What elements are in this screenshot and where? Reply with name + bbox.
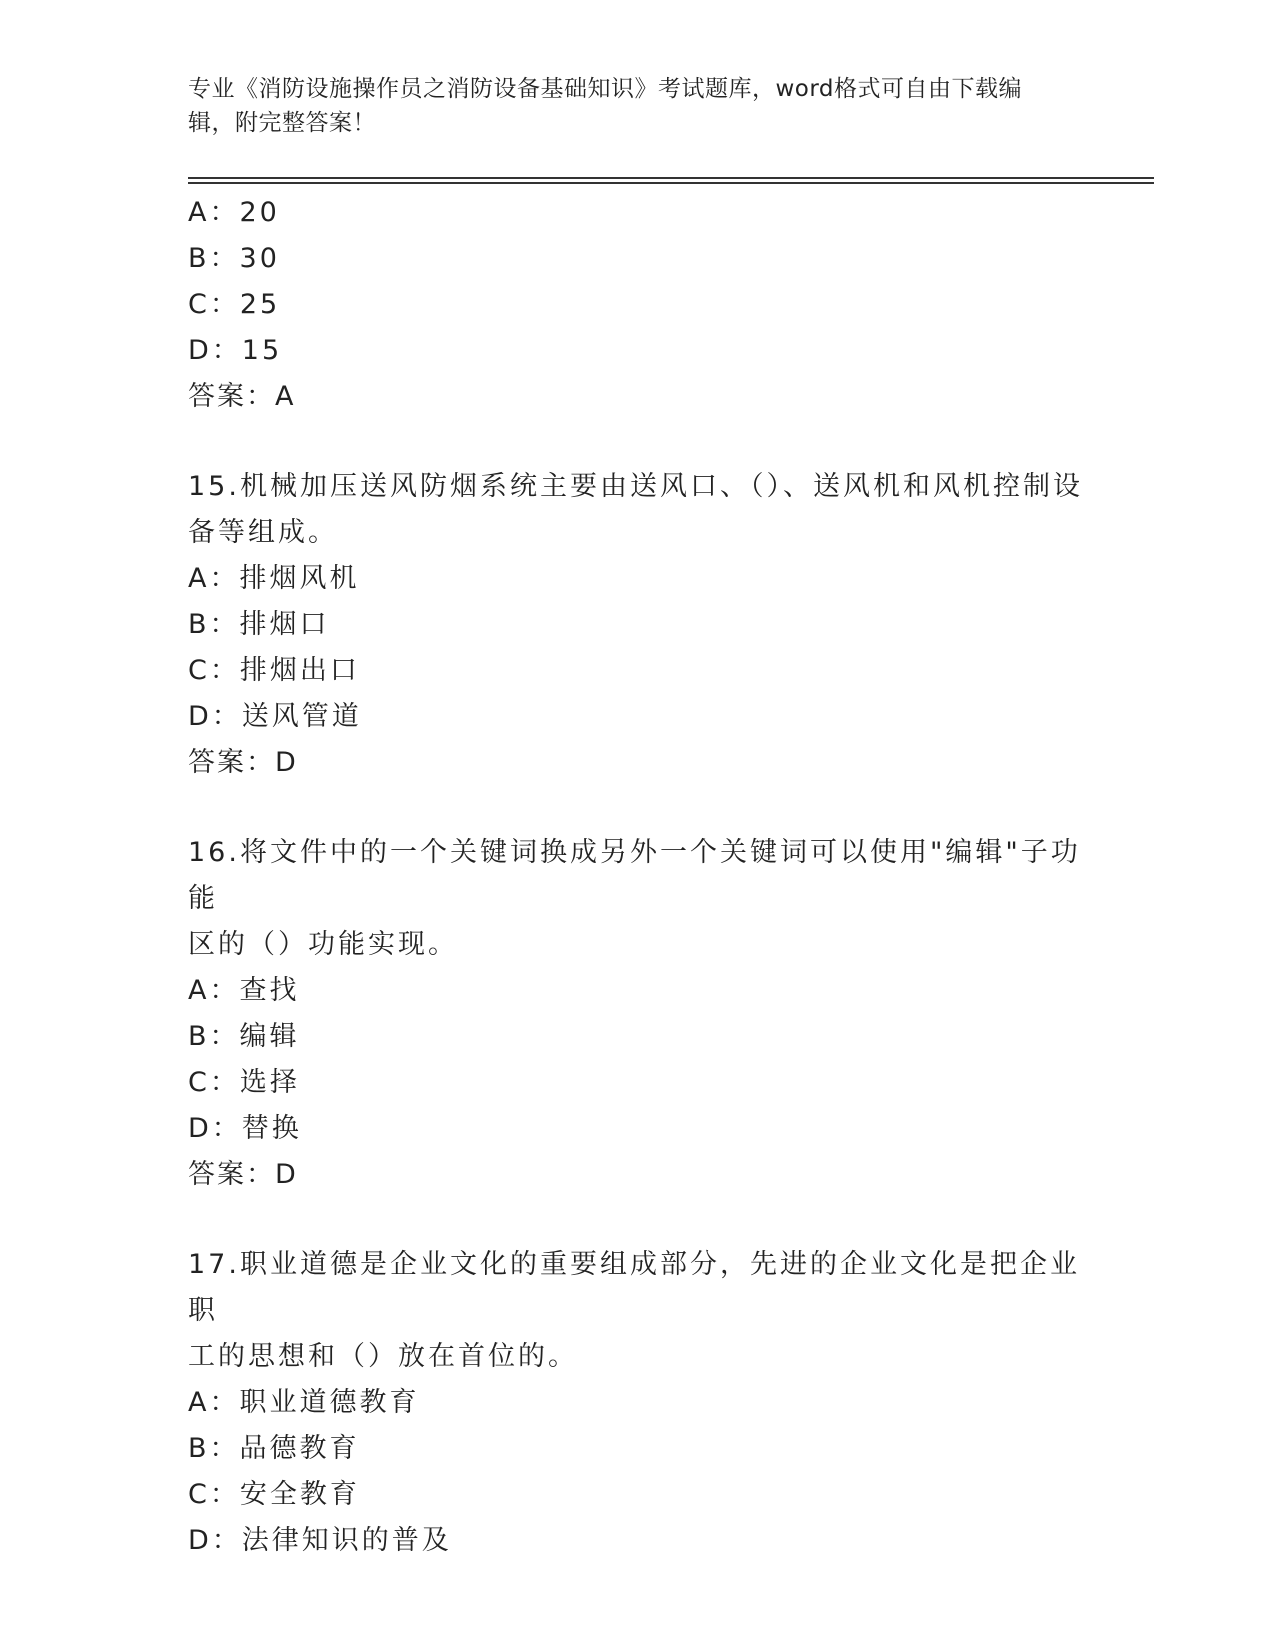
question-17	[188, 1242, 1088, 1564]
option-a: A：查找	[188, 975, 300, 1006]
option-b: B：品德教育	[188, 1433, 360, 1464]
question-14-continued	[188, 190, 1088, 420]
question-16	[188, 830, 1088, 1198]
header-line-1: 专业《消防设施操作员之消防设备基础知识》考试题库，word格式可自由下载编	[188, 76, 1023, 102]
option-a: A：职业道德教育	[188, 1387, 420, 1418]
option-d: D：15	[188, 335, 283, 366]
answer: 答案：D	[188, 747, 298, 778]
question-stem-line: 16.将文件中的一个关键词换成另外一个关键词可以使用"编辑"子功能	[188, 837, 1081, 914]
option-c: C：安全教育	[188, 1479, 360, 1510]
document-header	[188, 72, 1068, 140]
option-c: C：选择	[188, 1067, 300, 1098]
question-stem-line: 区的（）功能实现。	[188, 929, 458, 960]
header-line-2: 辑，附完整答案！	[188, 110, 376, 136]
question-stem-line: 17.职业道德是企业文化的重要组成部分，先进的企业文化是把企业职	[188, 1249, 1080, 1326]
question-stem-line: 工的思想和（）放在首位的。	[188, 1341, 578, 1372]
answer: 答案：D	[188, 1159, 298, 1190]
question-list	[188, 190, 1088, 1564]
question-stem-line: 15.机械加压送风防烟系统主要由送风口、（）、送风机和风机控制设	[188, 471, 1083, 502]
option-a: A：20	[188, 197, 280, 228]
option-d: D：替换	[188, 1113, 302, 1144]
question-stem-line: 备等组成。	[188, 517, 338, 548]
option-d: D：法律知识的普及	[188, 1525, 452, 1556]
option-a: A：排烟风机	[188, 563, 360, 594]
option-b: B：排烟口	[188, 609, 330, 640]
option-c: C：排烟出口	[188, 655, 360, 686]
option-d: D：送风管道	[188, 701, 362, 732]
header-divider-top	[188, 177, 1154, 179]
option-c: C：25	[188, 289, 281, 320]
option-b: B：编辑	[188, 1021, 300, 1052]
header-divider-bottom	[188, 182, 1154, 184]
option-b: B：30	[188, 243, 280, 274]
question-15	[188, 464, 1088, 786]
answer: 答案：A	[188, 381, 296, 412]
